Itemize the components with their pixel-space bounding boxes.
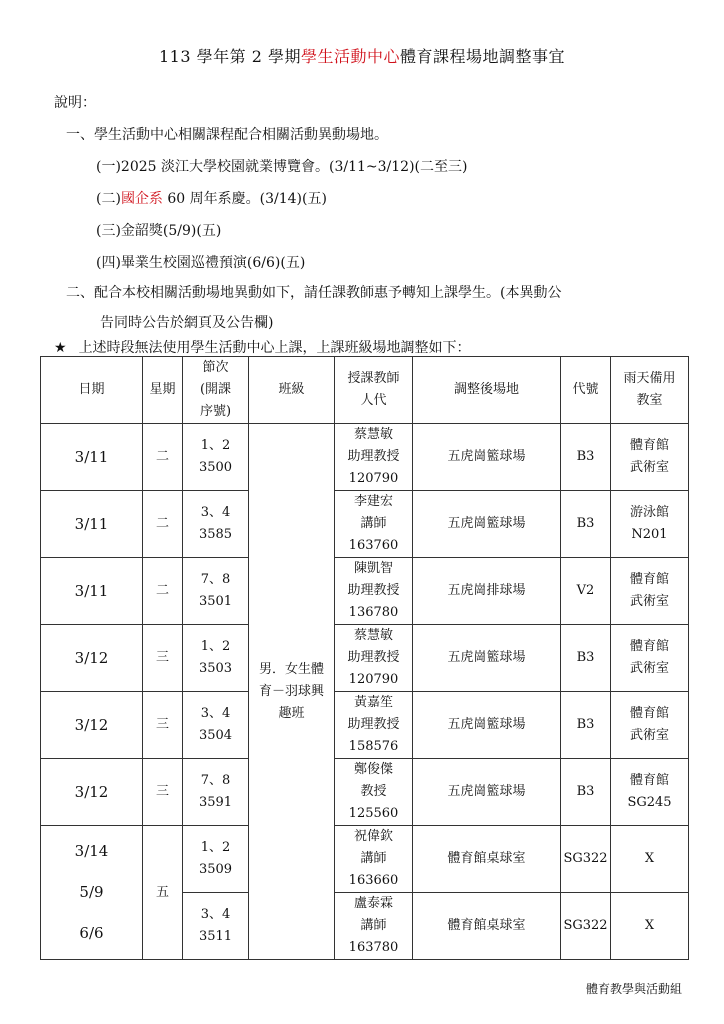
table-row xyxy=(41,625,689,692)
cell-venue: 體育館桌球室 xyxy=(413,893,561,960)
cell-venue: 五虎崗籃球場 xyxy=(413,424,561,491)
intro-item-2-line-1: 二、配合本校相關活動場地異動如下，請任課教師惠予轉知上課學生。(本異動公 xyxy=(66,285,562,301)
cell-period: 1、2 3503 xyxy=(183,625,249,692)
cell-teacher: 祝偉欽 講師 163660 xyxy=(335,826,413,893)
header-rain: 雨天備用 教室 xyxy=(611,357,689,424)
header-period: 節次 (開課 序號) xyxy=(183,357,249,424)
intro-sub-3: (三)金韶獎(5/9)(五) xyxy=(96,223,222,239)
cell-period: 7、8 3591 xyxy=(183,759,249,826)
table-row xyxy=(41,826,689,893)
star-icon: ★ xyxy=(54,340,67,356)
title-suffix: 體育課程場地調整事宜 xyxy=(399,47,565,66)
cell-code: B3 xyxy=(561,625,611,692)
cell-venue: 五虎崗籃球場 xyxy=(413,759,561,826)
cell-class: 男．女生體 育－羽球興 趣班 xyxy=(249,424,335,960)
cell-date: 3/11 xyxy=(41,558,143,625)
cell-weekday: 二 xyxy=(143,491,183,558)
cell-date: 3/12 xyxy=(41,759,143,826)
cell-weekday: 三 xyxy=(143,625,183,692)
cell-rain: X xyxy=(611,826,689,893)
title-prefix: 113 學年第 2 學期 xyxy=(158,47,301,66)
cell-rain: 體育館 SG245 xyxy=(611,759,689,826)
cell-venue: 五虎崗籃球場 xyxy=(413,491,561,558)
cell-period: 7、8 3501 xyxy=(183,558,249,625)
intro-sub-2-highlight: 國企系 xyxy=(120,191,163,207)
table-row xyxy=(41,759,689,826)
intro-sub-2-suffix: 60 周年系慶。(3/14)(五) xyxy=(162,191,327,207)
schedule-table xyxy=(40,356,689,960)
cell-date-friday: 3/14 5/9 6/6 xyxy=(41,826,143,960)
header-class: 班級 xyxy=(249,357,335,424)
cell-rain: 體育館 武術室 xyxy=(611,625,689,692)
cell-rain: 體育館 武術室 xyxy=(611,558,689,625)
cell-teacher: 蔡慧敏 助理教授 120790 xyxy=(335,424,413,491)
table-row xyxy=(41,558,689,625)
cell-period: 1、2 3500 xyxy=(183,424,249,491)
cell-code: V2 xyxy=(561,558,611,625)
cell-date: 3/11 xyxy=(41,491,143,558)
cell-teacher: 盧泰霖 講師 163780 xyxy=(335,893,413,960)
cell-venue: 五虎崗籃球場 xyxy=(413,625,561,692)
intro-item-1: 一、學生活動中心相關課程配合相關活動異動場地。 xyxy=(66,127,388,143)
cell-weekday: 五 xyxy=(143,826,183,960)
cell-period: 3、4 3511 xyxy=(183,893,249,960)
header-weekday: 星期 xyxy=(143,357,183,424)
cell-weekday: 三 xyxy=(143,692,183,759)
cell-code: SG322 xyxy=(561,893,611,960)
cell-rain: X xyxy=(611,893,689,960)
cell-venue: 五虎崗排球場 xyxy=(413,558,561,625)
notice-line xyxy=(54,337,471,357)
cell-rain: 體育館 武術室 xyxy=(611,424,689,491)
cell-date: 3/12 xyxy=(41,625,143,692)
table-row xyxy=(41,491,689,558)
cell-venue: 體育館桌球室 xyxy=(413,826,561,893)
page-title xyxy=(0,44,724,67)
intro-sub-1: (一)2025 淡江大學校園就業博覽會。(3/11~3/12)(二至三) xyxy=(96,159,468,175)
intro-sub-2-prefix: (二) xyxy=(96,191,121,207)
cell-rain: 游泳館 N201 xyxy=(611,491,689,558)
cell-teacher: 黃嘉笙 助理教授 158576 xyxy=(335,692,413,759)
header-code: 代號 xyxy=(561,357,611,424)
cell-venue: 五虎崗籃球場 xyxy=(413,692,561,759)
notice-text: 上述時段無法使用學生活動中心上課，上課班級場地調整如下： xyxy=(78,340,471,356)
intro-item-2-line-2: 告同時公告於網頁及公告欄) xyxy=(100,315,274,331)
cell-code: SG322 xyxy=(561,826,611,893)
cell-code: B3 xyxy=(561,424,611,491)
cell-weekday: 三 xyxy=(143,759,183,826)
intro-sub-4: (四)畢業生校園巡禮預演(6/6)(五) xyxy=(96,255,306,271)
cell-code: B3 xyxy=(561,491,611,558)
table-row xyxy=(41,424,689,491)
table-header-row xyxy=(41,357,689,424)
cell-teacher: 李建宏 講師 163760 xyxy=(335,491,413,558)
cell-period: 3、4 3585 xyxy=(183,491,249,558)
header-teacher: 授課教師 人代 xyxy=(335,357,413,424)
cell-period: 3、4 3504 xyxy=(183,692,249,759)
cell-code: B3 xyxy=(561,759,611,826)
cell-weekday: 二 xyxy=(143,558,183,625)
intro-sub-2 xyxy=(96,188,327,208)
cell-weekday: 二 xyxy=(143,424,183,491)
header-date: 日期 xyxy=(41,357,143,424)
title-highlight: 學生活動中心 xyxy=(300,47,400,66)
cell-date: 3/11 xyxy=(41,424,143,491)
cell-date: 3/12 xyxy=(41,692,143,759)
cell-code: B3 xyxy=(561,692,611,759)
cell-teacher: 鄭俊傑 教授 125560 xyxy=(335,759,413,826)
cell-period: 1、2 3509 xyxy=(183,826,249,893)
cell-teacher: 蔡慧敏 助理教授 120790 xyxy=(335,625,413,692)
cell-rain: 體育館 武術室 xyxy=(611,692,689,759)
header-venue: 調整後場地 xyxy=(413,357,561,424)
cell-teacher: 陳凱智 助理教授 136780 xyxy=(335,558,413,625)
intro-label: 說明： xyxy=(54,95,96,111)
footer-signature: 體育教學與活動組 xyxy=(585,982,682,996)
table-row xyxy=(41,692,689,759)
